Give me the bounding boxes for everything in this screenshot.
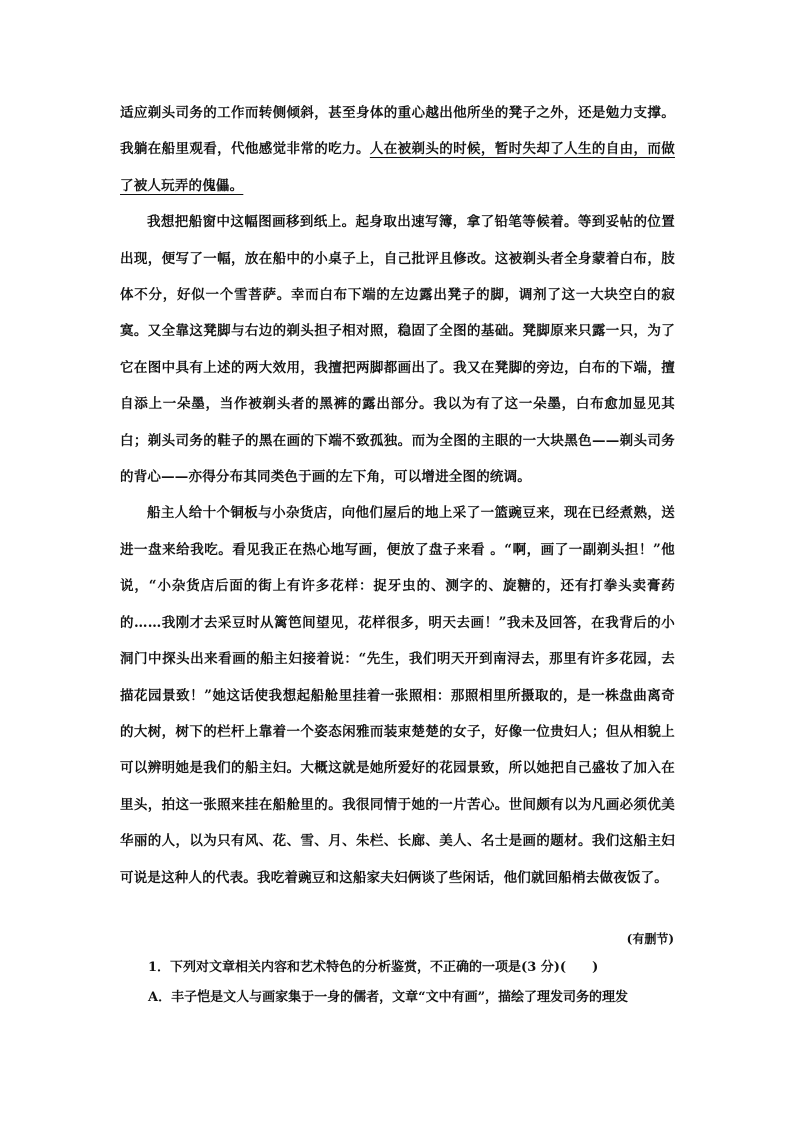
passage-paragraph-3: 船主人给十个铜板与小杂货店，向他们屋后的地上采了一篮豌豆来，现在已经煮熟，送进一盘来给我吃。看见我正在热心地写画，便放了盘子来看 。“啊，画了一副剃头担！”他说，“小杂货店后面的街上有许多花样：捉牙虫的、测字的、旋糖的，还有打拳头卖膏药的……我刚才去采豆时从篱笆间望见，花样很多，明天去画！”我未及回答，在我背后的小洞门中探头出来看画的船主妇接着说：“先生，我们明天开到南浔去，那里有许多花园，去描花园景致！”她这话使我想起船舱里挂着一张照相：那照相里所摄取的，是一株盘曲离奇的大树，树下的栏杆上靠着一个姿态闲雅而装束楚楚的女子，好像一位贵妇人；但从相貌上可以辨明她是我们的船主妇。大概这就是她所爱好的花园景致，所以她把自己盛妆了加入在里头，拍这一张照来挂在船舱里的。我很同情于她的一片苦心。世间颇有以为凡画必须优美华丽的人，以为只有风、花、雪、月、朱栏、长廊、美人、名士是画的题材。我们这船主妇可说是这种人的代表。我吃着豌豆和这船家夫妇俩谈了些闲话，他们就回船梢去做夜饭了。 (120, 505, 675, 886)
passage-paragraph-2: 我想把船窗中这幅图画移到纸上。起身取出速写簿，拿了铅笔等候着。等到妥帖的位置出现，便写了一幅，放在船中的小桌子上，自己批评且修改。这被剃头者全身蒙着白布，肢体不分，好似一个雪菩萨。幸而白布下端的左边露出凳子的脚，调剂了这一大块空白的寂寞。又全靠这凳脚与右边的剃头担子相对照，稳固了全图的基础。凳脚原来只露一只，为了它在图中具有上述的两大效用，我擅把两脚都画出了。我又在凳脚的旁边，白布的下端，擅自添上一朵墨，当作被剃头者的黑裤的露出部分。我以为有了这一朵墨，白布愈加显见其白；剃头司务的鞋子的黑在画的下端不致孤独。而为全图的主眼的一大块黑色——剃头司务的背心——亦得分布其同类色于画的左下角，可以增进全图的统调。 (120, 214, 675, 486)
passage-paragraph-1 (120, 95, 675, 204)
question-stem: 1．下列对文章相关内容和艺术特色的分析鉴赏，不正确的一项是(3 分)( ) (148, 960, 599, 975)
passage-body (120, 95, 675, 896)
underlined-sentence: 人在被剃头的时候，暂时失却了人生的自由，而做了被人玩弄的傀儡。 (120, 141, 675, 194)
question-option-a: A．丰子恺是文人与画家集于一身的儒者，文章“文中有画”，描绘了理发司务的理发 (148, 990, 629, 1005)
paragraph-1-lead-text: 适应剃头司务的工作而转侧倾斜，甚至身体的重心越出他所坐的凳子之外，还是勉力支撑。我躺在船里观看，代他感觉非常的吃力。 (120, 105, 675, 158)
source-note: (有删节) (626, 932, 674, 946)
